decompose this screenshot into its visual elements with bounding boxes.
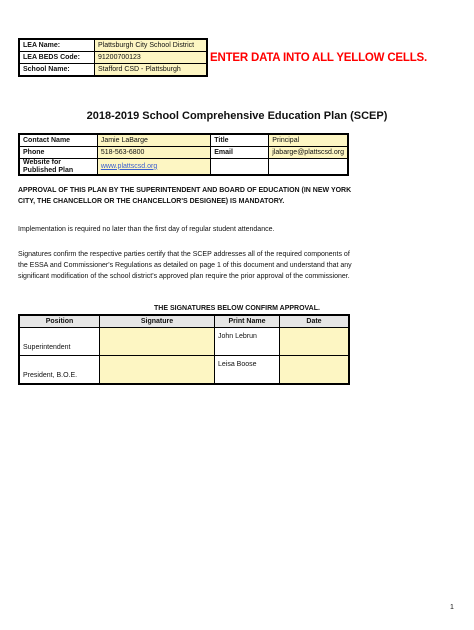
email-label: Email bbox=[211, 147, 269, 159]
column-header-date: Date bbox=[280, 315, 350, 328]
lea-info-table bbox=[18, 38, 208, 77]
empty-cell bbox=[211, 159, 269, 176]
contact-name-field[interactable]: Jamie LaBarge bbox=[97, 134, 210, 147]
signature-statement: Signatures confirm the respective parties certify that the SCEP addresses all of the required components of the ESSA and Commissioner's Regulations as detailed on page 1 of this document and understand that any significant modification of the school district's approved plan require the prior approval of the commissioner. bbox=[18, 251, 352, 280]
implementation-statement: Implementation is required no later than the first day of regular student attendance. bbox=[18, 226, 275, 233]
table-row bbox=[19, 356, 349, 385]
column-header-position: Position bbox=[19, 315, 100, 328]
title-label: Title bbox=[211, 134, 269, 147]
column-header-print-name: Print Name bbox=[215, 315, 280, 328]
website-link[interactable]: www.plattscsd.org bbox=[100, 162, 158, 170]
school-name-label: School Name: bbox=[19, 64, 95, 77]
instruction-banner: ENTER DATA INTO ALL YELLOW CELLS. bbox=[210, 52, 428, 64]
contact-name-label: Contact Name bbox=[19, 134, 97, 147]
print-name-field[interactable]: John Lebrun bbox=[215, 328, 280, 356]
phone-label: Phone bbox=[19, 147, 97, 159]
date-field[interactable] bbox=[280, 328, 350, 356]
contact-table bbox=[18, 133, 349, 176]
signature-field[interactable] bbox=[100, 328, 215, 356]
title-field[interactable]: Principal bbox=[269, 134, 348, 147]
signatures-table bbox=[18, 314, 350, 385]
table-row bbox=[19, 328, 349, 356]
position-cell: President, B.O.E. bbox=[19, 356, 100, 385]
beds-code-field[interactable]: 91200700123 bbox=[95, 52, 208, 64]
signature-field[interactable] bbox=[100, 356, 215, 385]
signatures-heading: THE SIGNATURES BELOW CONFIRM APPROVAL. bbox=[154, 305, 320, 312]
email-field[interactable]: jlabarge@plattscsd.org bbox=[269, 147, 348, 159]
column-header-signature: Signature bbox=[100, 315, 215, 328]
lea-name-field[interactable]: Plattsburgh City School District bbox=[95, 39, 208, 52]
page-number: 1 bbox=[450, 604, 454, 611]
phone-field[interactable]: 518-563-6800 bbox=[97, 147, 210, 159]
lea-name-label: LEA Name: bbox=[19, 39, 95, 52]
website-field[interactable] bbox=[97, 159, 210, 176]
page-title: 2018-2019 School Comprehensive Education Plan (SCEP) bbox=[86, 110, 388, 122]
print-name-field[interactable]: Leisa Boose bbox=[215, 356, 280, 385]
position-cell: Superintendent bbox=[19, 328, 100, 356]
beds-code-label: LEA BEDS Code: bbox=[19, 52, 95, 64]
school-name-field[interactable]: Stafford CSD - Plattsburgh bbox=[95, 64, 208, 77]
date-field[interactable] bbox=[280, 356, 350, 385]
website-label: Website for Published Plan bbox=[19, 159, 97, 176]
empty-cell bbox=[269, 159, 348, 176]
approval-statement: APPROVAL OF THIS PLAN BY THE SUPERINTENDENT AND BOARD OF EDUCATION (IN NEW YORK CITY, THE CHANCELLOR OR THE CHANCELLOR'S DESIGNEE) IS MANDATORY. bbox=[18, 187, 352, 205]
